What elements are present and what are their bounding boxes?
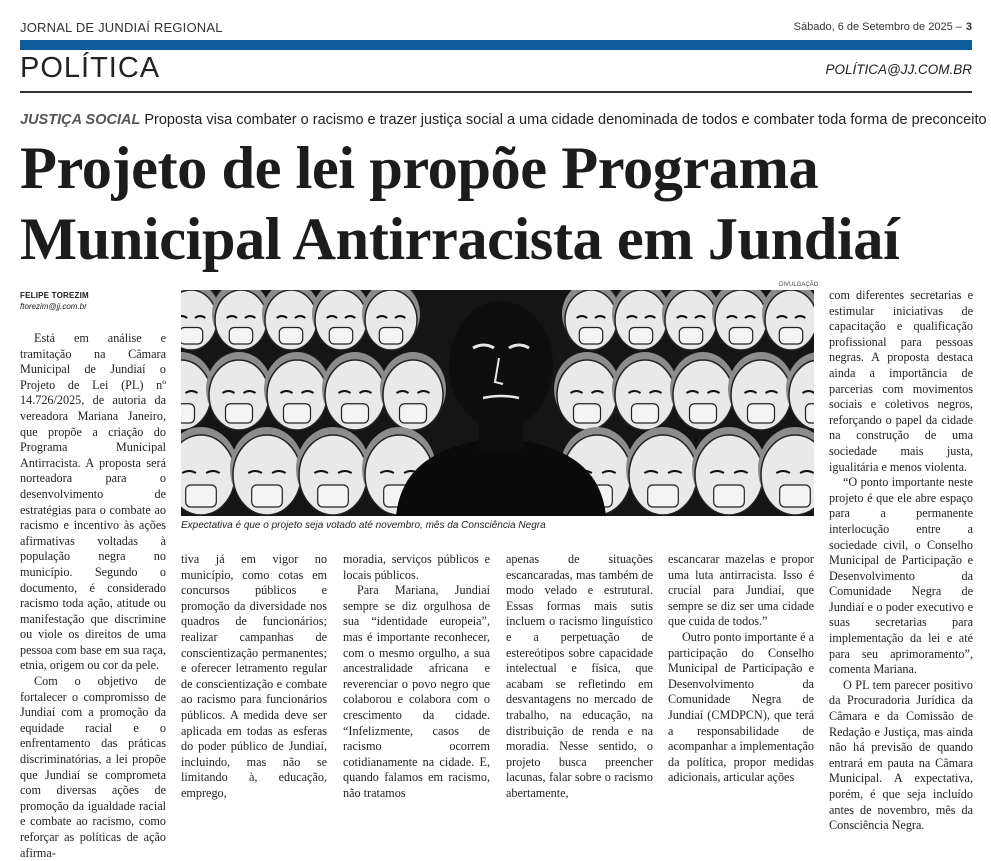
crowd-face: [612, 352, 678, 430]
crowd-face: [626, 427, 700, 515]
photo-caption: Expectativa é que o projeto seja votado até novembro, mês da Consciência Negra: [181, 520, 546, 531]
crowd-face: [380, 352, 446, 430]
article-paragraph: O PL tem parecer positivo da Procuradoria Jurídica da Câmara e da Comissão de Redação e Justiça, mas ainda não há previsão de quando entrará em pauta na Câmara Municipal. A expectativa, porém, é que seja incluído antes de novembro, mês da Consciência Negra.: [829, 677, 973, 833]
article-paragraph: “O ponto importante neste projeto é que ele abre espaço para a permanente interlocução entre a sociedade civil, o Conselho Municipal de Participação e Desenvolvimento da Comunidade Negra de Jundiaí e o poder executivo e suas secretarias para implementação da lei e até para seu aprimoramento”, comenta Mariana.: [829, 475, 973, 677]
masthead: [20, 18, 972, 38]
crowd-face: [206, 352, 272, 430]
article-column-4: [506, 552, 653, 802]
article-column-5: [668, 552, 814, 786]
crowd-face: [296, 427, 370, 515]
crowd-face: [554, 352, 620, 430]
crowd-illustration: [181, 290, 814, 516]
kicker: [20, 112, 987, 128]
photo-credit: DIVULGAÇÃO: [779, 282, 819, 288]
article-paragraph: escancarar mazelas e propor uma luta antirracista. Isso é crucial para Jundiaí, que sempre se diz ser uma cidade que cuida de todos.”: [668, 552, 814, 629]
crowd-face: [230, 427, 304, 515]
article-paragraph: com diferentes secretarias e estimular iniciativas de capacitação e qualificação profissional para pessoas negras. A proposta destaca ainda a importância de parcerias com movimentos sociais e coletivos negros, reforçando o papel da cidade na construção de uma sociedade mais justa, igualitária e menos violenta.: [829, 288, 973, 474]
date-separator: –: [955, 21, 962, 33]
edition-date: Sábado, 6 de Setembro de 2025: [793, 21, 953, 33]
headline-line-2: Municipal Antirracista em Jundiaí: [20, 206, 900, 273]
kicker-tag: JUSTIÇA SOCIAL: [20, 112, 141, 128]
headline-line-1: Projeto de lei propõe Programa: [20, 135, 819, 202]
article-column-6: [829, 288, 973, 834]
article-paragraph: Está em análise e tramitação na Câmara Municipal de Jundiaí o Projeto de Lei (PL) nº 14.726/2025, de autoria da vereadora Mariana Janeiro, que propõe a criação do Programa Municipal Antirracista. A proposta será norteadora para o desenvolvimento de estratégias para o combate ao racismo e incentivo às ações afirmativas voltadas à população negra no município. Segundo o documento, é considerado racismo toda ação, atitude ou manifestação que discrimine ou viole os direitos de uma pessoa com base em sua raça, etnia, origem ou cor da pele.: [20, 331, 166, 673]
article-column-3: [343, 552, 490, 802]
publication-name: JORNAL DE JUNDIAÍ REGIONAL: [20, 20, 223, 35]
article-paragraph: tiva já em vigor no município, como cotas em concursos públicos e promoção da diversidade nos quadros de funcionários; realizar campanhas de conscientização permanentes; e oferecer letramento regular de conscientização e combate ao racismo para funcionários públicos. A medida deve ser aplicada em todas as esferas do poder público de Jundiaí, incluindo, mas não se limitando à, educação, emprego,: [181, 552, 327, 800]
article-column-1: [20, 331, 166, 861]
kicker-text: Proposta visa combater o racismo e trazer justiça social a uma cidade denominada de todos e combater toda forma de preconceito: [144, 112, 987, 128]
crowd-face: [670, 352, 736, 430]
article-paragraph: Com o objetivo de fortalecer o compromisso de Jundiaí com a promoção da equidade racial e o enfrentamento das práticas discriminatórias, a lei propõe que Jundiaí se comprometa com diversas ações de promoção da igualdade racial e combate ao racismo, como reforçar as políticas de ação afirma-: [20, 674, 166, 860]
author-name: FELIPE TOREZIM: [20, 291, 89, 300]
article-paragraph: moradia, serviços públicos e locais públicos.: [343, 552, 490, 582]
section-divider: [20, 91, 972, 93]
section-title: POLÍTICA: [20, 52, 161, 84]
byline: [20, 291, 89, 311]
author-email: ftorezim@jj.com.br: [20, 302, 87, 311]
masthead-color-band: [20, 40, 972, 50]
crowd-face: [692, 427, 766, 515]
article-photo: [181, 290, 814, 516]
article-column-2: [181, 552, 327, 802]
page-number: 3: [965, 21, 972, 33]
article-paragraph: Outro ponto importante é a participação do Conselho Municipal de Participação e Desenvolvimento da Comunidade Negra de Jundiaí (CMDPCN), que terá a responsabilidade de acompanhar a implementação da política, propor medidas adicionais, articular ações: [668, 629, 814, 785]
article-paragraph: apenas de situações escancaradas, mas também de modo velado e estrutural. Essas formas mais sutis incluem o racismo linguístico e a perpetuação de estereótipos sobre capacidade intelectual e física, que acabam se refletindo em desvantagens no mercado de trabalho, na educação, na distribuição de renda e na moradia. Nesse sentido, o projeto busca preencher lacunas, falar sobre o racismo abertamente,: [506, 552, 653, 800]
crowd-face: [322, 352, 388, 430]
crowd-face: [728, 352, 794, 430]
section-email: POLÍTICA@JJ.COM.BR: [825, 62, 972, 77]
headline: [20, 133, 980, 275]
crowd-face: [264, 352, 330, 430]
edition-date-line: [794, 21, 972, 33]
article-paragraph: Para Mariana, Jundiaí sempre se diz orgulhosa de sua “identidade europeia”, mas é importante reconhecer, com o mesmo orgulho, a sua ancestralidade africana e reverenciar o povo negro que colaborou e colabora com o crescimento da cidade. “Infelizmente, casos de racismo ocorrem cotidianamente na cidade. E, quando falamos em racismo, não tratamos: [343, 583, 490, 800]
